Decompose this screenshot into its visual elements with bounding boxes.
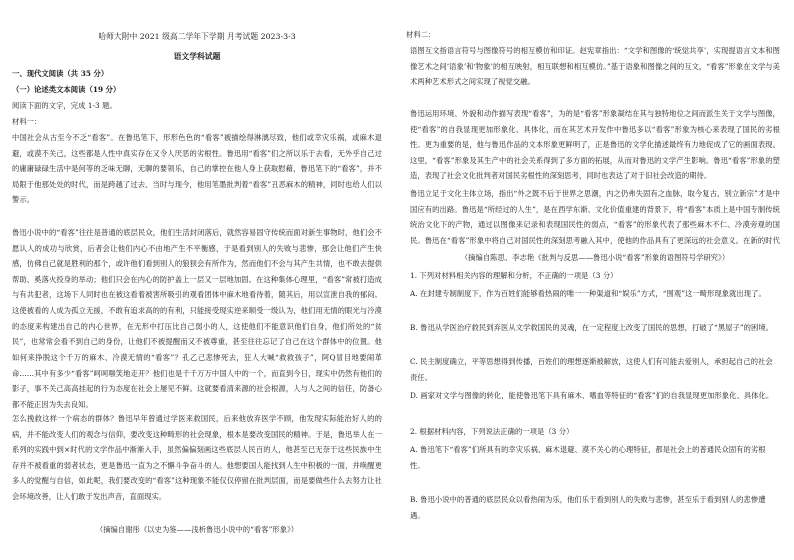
paragraph: 如何来挣脱这个千万的麻木、冷漠无情的“看客”？孔乙己悲惨死去，狂人大喊“救救孩子”，阿Q冒目地要闹革命……其中有多少“看客”呵呵嗤笑地走开？他们也是千千万万中国人中的一个，而直到今日，现实中仍然有他们的影子，事不关己高高挂起的行为态度在社会上屡见不鲜。这就要看清来源的社会根源，人与人之间的信任，防备心都不能正因为失去良知。 [12,353,382,409]
section-heading: 一、现代文阅读（共 35 分） [12,69,109,78]
material-label: 材料一： [12,117,42,126]
paragraph: 鲁迅运用环境、外貌和动作描写表现“看客”，为的是“看客”形象凝结在其与独特地位之间而派生关于文学与图像，使“看客”的自我显现更加形象化、具体化，而在其艺术开发作中鲁迅多以“看客”形象为核心来表现了国民的劣根性。更为重要的是，他与鲁迅作品的文本形象更鲜明了，正是鲁迅的文学化描述最终有力地促成了它的画面表现。这里，“看客”形象及其生产中的社会关系得到了多方面的拓展，从而对鲁迅的文学产生影响。鲁迅“看客”形象的塑造，表现了社会文化批判者对国民劣根性的深刻思考，同时也表达了对于旧社会改造的期待。 [410,109,780,181]
option-a: A. 鲁迅笔下“看客”们所具有的幸灾乐祸、麻木退避、漠不关心的心理特征，都是社会上的普通民众固有的劣根性。 [410,445,766,470]
option-d: D. 画家对文学与图像的转化，能使鲁迅笔下具有麻木、嗜血等特征的“看客”们的自我显现更加形象化、具体化。 [410,391,774,400]
instruction-text: 阅读下面的文字，完成 1-3 题。 [12,101,117,110]
subsection-heading: （一）论述类文本阅读（19 分） [12,85,121,94]
option-b: B. 鲁迅从学医治疗救民到弃医从文学救国民的灵魂，在一定程度上改变了国民的思想，打破了“黑屋子”的困境。 [410,323,774,332]
paragraph: 语图互文指语言符号与图像符号的相互模仿和印证。赵宪章指出：“文学和图像的‘统觉共享’，实现提语言文本和图像艺术之间‘语象’和‘物象’的相互映射，相互联想和相互模仿。”基于语象和图像之间的互文，“看客”形象在文学与美术两种艺术形式之间实现了视觉交融。 [410,46,780,87]
exam-title: 哈师大附中 2021 级高二学年下学期 月考试题 2023-3-3 [98,32,296,41]
paragraph: 鲁迅立足于文化主体立场，指出“外之既不后于世界之思潮，内之仍弗失固有之血脉，取今复古，别立新宗”才是中国应有的出路。鲁迅是“所经过的人生”，是在西学东渐、文化价值重建的背景下，将“看客”本质上是中国专制传统统治文化下的产物，通过以图像来记录和表现国民性的弱点，“看客”的形象代表了那些麻木不仁、冷漠旁观的国民。鲁迅在“看客”形象中将自己对国民性的深刻思考融入其中，使他的作品具有了更深远的社会意义。在新的时代 [410,189,780,245]
material-label: 材料二： [406,30,436,39]
paragraph: 中国社会从古至今不乏“看客”。在鲁迅笔下，形形色色的“看客”被描绘得淋漓尽致，他们或幸灾乐祸，或麻木退避，或漠不关己，这些都是人性中真实存在又令人厌恶的劣根性。鲁迅用“看客”们之所以乐于去看，无外乎自己过的庸庸碌碌生活中是何等的乏味无聊，无聊的要领乐，自己的掌控在他人身上获取慰藉，鲁迅笔下的“看客”，并不局限于他那处处的时代，而是跨越了过去、当时与现今，他用笔墨批判着“看客”丑恶麻木的精神，同时也给人们以警示。 [12,133,382,205]
option-c: C. 民主制度确立，平等思想得到传播，百姓们的理想逐渐被解放，这使人们有可能去爱别人，承担起自己的社会责任。 [410,357,773,382]
option-b: B. 鲁迅小说中的普通的底层民众以看热闹为乐，他们乐于看到别人的失败与悲惨，甚至乐于看到别人的悲惨遭遇。 [410,495,766,520]
subject-title: 语文学科试题 [173,52,221,61]
question-2: 2. 根据材料内容，下列说法正确的一项是（3 分） [410,427,574,436]
option-a: A. 在封建专制制度下，作为百姓们能够看热闹的唯一一种渠道和“娱乐”方式，“围观”这一畸形现象就出现了。 [410,289,766,298]
question-1: 1. 下列对材料相关内容的理解和分析，不正确的一项是（3 分） [410,271,618,280]
source-citation: （摘编自陈思、李志艳《批判与反思——鲁迅小说“看客”形象的语图符号学研究》） [460,253,730,262]
source-citation: （摘编自谢彤《以史为鉴——浅析鲁迅小说中的“看客”形象》） [95,525,299,534]
paragraph: 怎么挽救这样一个病态的群体？鲁迅早年曾通过学医来救国民，后来他放弃医学不顾，他发现实际能治好人的的病，并不能改变人们的观念与信仰，要改变这种畸形的社会现象，根本是要改变国民的精神。于是，鲁迅举人在一系列的实践中到×时代的文学作品中渐渐入手，虽然偏偏刻画这些底层人民百的人，他甚至已无奈于这些民族中生存并不被看重的弱者状态，更是鲁迅一直为之不懈斗争奋斗的人。他想要国人能找到人生中积极的一面，并唤醒更多人的觉醒与自信，如此呢，我们要改变的“看客”这种现象不能仅仅停留在批判层面，而是要做些什么去努力让社会环境改善，让人们敢于发出声音，直面现实。 [12,414,382,501]
paragraph: 鲁迅小说中的“看客”往往是普通的底层民众，他们生活封闭落后，就然容易固守传统而面对新生事物时，他们会不愿认人的成功与欣赏，后者会让他们内心不由地产生不平衡感，于是看到别人的失败与悲惨，那会让他们产生快感，仿佛自己就是胜利的那个，或许他们看到别人的狼狈会有所作为，然而他们不会与其产生共情，也不敢去提供帮助、奚落火投身的举动；他们只会在内心的防护盖上一层又一层地加固。在这种集体心理里，“看客”常被打造成与有共犯者，这场下人同时也在被这看着被害所吸引的观看团体中麻木地看待着，随其后，用以宣泄自我的郁闷。这使被看的人成为孤立无援，不敢有追求高的的有利，只能接受现实逆来顺受一级认为，他们用无情的眼光与冷漠的态度来构建出自己的内心世界，在无形中打压比自己弱小的人，这使他们不能意识他们自身，他们所处的“贫民”，也常常会看不到自己的身份，让他们不被提醒而又不被尊重，甚至往往忘记了自己在这个群体中的位置。他 [12,228,382,347]
